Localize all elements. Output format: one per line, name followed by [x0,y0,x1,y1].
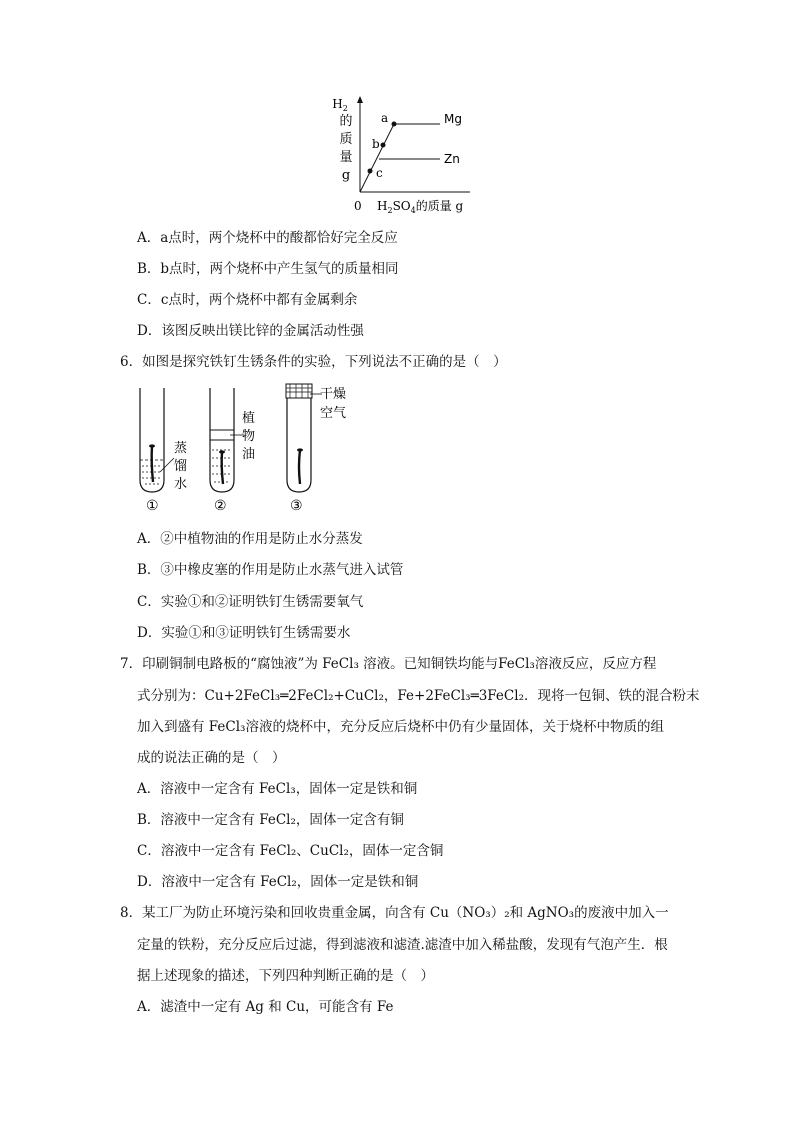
tube-label-3: ③ [290,498,303,514]
graph-x-label: $H_2SO_4$的质量 g [377,199,464,215]
q8-stem-line1: 8．某工厂为防止环境污染和回收贵重金属，向含有 Cu（NO₃）₂和 AgNO₃的废液中加入一 [120,905,669,921]
q7-option-b: B．溶液中一定含有 FeCl₂，固体一定含有铜 [137,812,404,828]
graph-point-b [381,143,386,148]
h2-mass-graph [330,92,480,222]
graph-y-label-g: g [341,168,351,183]
q5-option-d: D．该图反映出镁比锌的金属活动性强 [137,323,364,339]
rust-experiment-figure [130,380,370,516]
graph-point-c [368,169,373,174]
graph-label-mg: Mg [444,112,462,126]
label-water-1: 蒸 [174,441,188,456]
q7-stem-line3: 加入到盛有 FeCl₃溶液的烧杯中，充分反应后烧杯中仍有少量固体，关于烧杯中物质的组 [137,719,664,735]
q7-option-a: A．溶液中一定含有 FeCl₃，固体一定是铁和铜 [137,781,418,797]
graph-label-c: c [376,166,383,180]
graph-y-label-h: $H_2$ [332,97,348,113]
q6-option-c: C．实验①和②证明铁钉生锈需要氧气 [137,594,364,610]
q6-option-a: A．②中植物油的作用是防止水分蒸发 [137,531,363,547]
q7-option-d: D．溶液中一定含有 FeCl₂，固体一定是铁和铜 [137,874,419,890]
graph-y-label-liang: 量 [339,150,353,165]
tube-3-nail [299,450,300,484]
tube-label-2: ② [214,498,227,514]
label-air-1: 干燥 [320,387,347,402]
q8-stem-line2: 定量的铁粉，充分反应后过滤，得到滤液和滤渣.滤渣中加入稀盐酸，发现有气泡产生．根 [137,937,668,953]
q6-stem: 6．如图是探究铁钉生锈条件的实验，下列说法不正确的是（ ） [120,354,507,370]
q7-stem-line2: 式分别为：Cu+2FeCl₃═2FeCl₂+CuCl₂，Fe+2FeCl₃═3FeCl₂．现将一包铜、铁的混合粉末 [137,688,700,704]
q6-option-d: D．实验①和③证明铁钉生锈需要水 [137,625,351,641]
q5-option-a: A．a点时，两个烧杯中的酸都恰好完全反应 [137,230,398,246]
graph-y-label-zhi: 质 [339,132,353,147]
graph-label-zn: Zn [444,152,460,166]
q5-option-b: B．b点时，两个烧杯中产生氢气的质量相同 [137,261,399,277]
tube-label-1: ① [146,498,159,514]
q7-stem-line1: 7．印刷铜制电路板的“腐蚀液”为 FeCl₃ 溶液。已知铜铁均能与FeCl₃溶液反应，反应方程 [120,656,657,672]
tube-2-nail [222,452,223,484]
graph-y-arrow [357,96,363,103]
label-oil-3: 油 [242,447,256,462]
label-oil-2: 物 [242,429,256,444]
tube-1-nail [152,446,153,482]
q5-option-c: C．c点时，两个烧杯中都有金属剩余 [137,292,358,308]
label-water-3: 水 [174,477,188,492]
graph-slope-line [360,124,394,192]
graph-label-b: b [372,137,380,151]
q7-stem-line4: 成的说法正确的是（ ） [137,750,286,766]
q8-stem-line3: 据上述现象的描述，下列四种判断正确的是（ ） [137,968,434,984]
graph-label-a: a [381,111,389,125]
graph-point-a [392,122,397,127]
graph-origin: 0 [354,199,362,213]
label-water-2: 馏 [174,459,188,474]
q8-option-a: A．滤渣中一定有 Ag 和 Cu，可能含有 Fe [137,999,394,1015]
label-oil-1: 植 [242,411,256,426]
graph-y-label-de: 的 [339,114,353,129]
q6-option-b: B．③中橡皮塞的作用是防止水蒸气进入试管 [137,562,404,578]
q7-option-c: C．溶液中一定含有 FeCl₂、CuCl₂，固体一定含铜 [137,843,444,859]
label-air-2: 空气 [320,406,347,421]
